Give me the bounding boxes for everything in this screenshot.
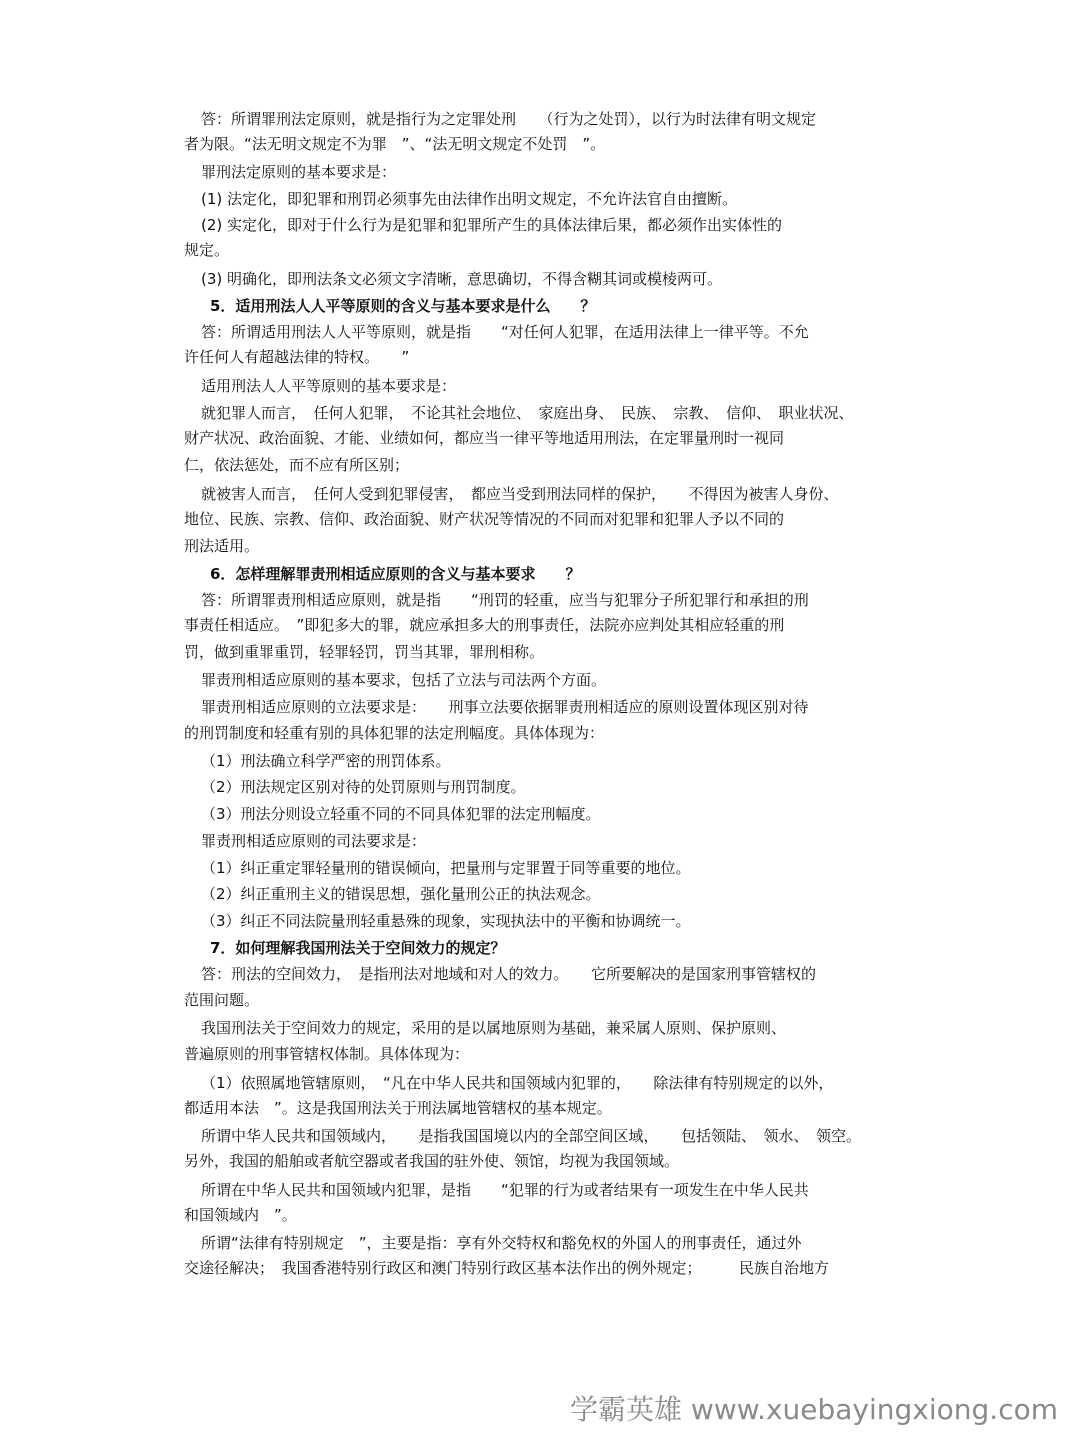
- answer-line: 答：所谓罪责刑相适应原则，就是指 “刑罚的轻重，应当与犯罪分子所犯罪行和承担的刑: [201, 591, 809, 609]
- answer-line: 答：所谓适用刑法人人平等原则，就是指 “对任何人犯罪，在适用法律上一律平等。不允: [201, 323, 809, 341]
- answer-line: 范围问题。: [184, 991, 260, 1009]
- list-item: 都适用本法 ”。这是我国刑法关于刑法属地管辖权的基本规定。: [184, 1099, 612, 1117]
- paragraph-line: 就被害人而言， 任何人受到犯罪侵害， 都应当受到刑法同样的保护， 不得因为被害人身份、: [201, 485, 839, 503]
- paragraph-line: 和国领域内 ”。: [184, 1206, 297, 1224]
- paragraph-line: 我国刑法关于空间效力的规定，采用的是以属地原则为基础，兼采属人原则、保护原则、: [201, 1019, 787, 1037]
- answer-line: 答：所谓罪刑法定原则，就是指行为之定罪处刑 （行为之处罚），以行为时法律有明文规定: [201, 110, 817, 128]
- paragraph-line: 就犯罪人而言， 任何人犯罪， 不论其社会地位、 家庭出身、 民族、 宗教、 信仰、 职业状况、: [201, 404, 854, 422]
- list-item: (2) 实定化，即对于什么行为是犯罪和犯罪所产生的具体法律后果，都必须作出实体性的: [201, 216, 783, 234]
- list-item: （2）刑法规定区别对待的处罚原则与刑罚制度。: [201, 778, 526, 796]
- answer-line: 者为限。“法无明文规定不为罪 ”、“法无明文规定不处罚 ”。: [184, 135, 606, 153]
- paragraph-line: 罪责刑相适应原则的立法要求是： 刑事立法要依据罪责刑相适应的原则设置体现区别对待: [201, 698, 809, 716]
- paragraph-line: 地位、民族、宗教、信仰、政治面貌、财产状况等情况的不同而对犯罪和犯罪人予以不同的: [184, 510, 785, 528]
- paragraph-line: 所谓中华人民共和国领域内， 是指我国国境以内的全部空间区域， 包括领陆、 领水、 领空。: [201, 1127, 862, 1145]
- paragraph-line: 的刑罚制度和轻重有别的具体犯罪的法定刑幅度。具体体现为：: [184, 724, 605, 742]
- question-heading: 6．怎样理解罪责刑相适应原则的含义与基本要求 ？: [210, 565, 581, 583]
- paragraph-line: 罪责刑相适应原则的基本要求，包括了立法与司法两个方面。: [201, 671, 607, 689]
- question-heading: 7．如何理解我国刑法关于空间效力的规定？: [210, 939, 506, 957]
- list-item: （1）刑法确立科学严密的刑罚体系。: [201, 752, 451, 770]
- answer-line: 答：刑法的空间效力， 是指刑法对地域和对人的效力。 它所要解决的是国家刑事管辖权的: [201, 965, 817, 983]
- watermark: 学霸英雄 www.xuebayingxiong.com: [570, 1393, 1058, 1426]
- list-item: 规定。: [184, 241, 230, 259]
- answer-line: 许任何人有超越法律的特权。 ”: [184, 348, 410, 366]
- list-item: （3）纠正不同法院量刑轻重悬殊的现象，实现执法中的平衡和协调统一。: [201, 912, 691, 930]
- list-item: (3) 明确化，即刑法条文必须文字清晰，意思确切，不得含糊其词或模棱两可。: [201, 270, 723, 288]
- paragraph-line: 财产状况、政治面貌、才能、业绩如何，都应当一律平等地适用刑法，在定罪量刑时一视同: [184, 429, 785, 447]
- list-item: （2）纠正重刑主义的错误思想，强化量刑公正的执法观念。: [201, 885, 601, 903]
- list-item: （3）刑法分则设立轻重不同的不同具体犯罪的法定刑幅度。: [201, 805, 601, 823]
- paragraph-line: 罪刑法定原则的基本要求是：: [201, 163, 397, 181]
- answer-line: 罚，做到重罪重罚，轻罪轻罚，罚当其罪，罪刑相称。: [184, 643, 545, 661]
- list-item: (1) 法定化，即犯罪和刑罚必须事先由法律作出明文规定，不允许法官自由擅断。: [201, 190, 738, 208]
- paragraph-line: 所谓“法律有特别规定 ”，主要是指：享有外交特权和豁免权的外国人的刑事责任，通过外: [201, 1234, 802, 1252]
- paragraph-line: 交途径解决； 我国香港特别行政区和澳门特别行政区基本法作出的例外规定； 民族自治地方: [184, 1259, 830, 1277]
- question-heading: 5．适用刑法人人平等原则的含义与基本要求是什么 ？: [210, 297, 596, 315]
- paragraph-line: 罪责刑相适应原则的司法要求是：: [201, 832, 427, 850]
- list-item: （1）依照属地管辖原则， “凡在中华人民共和国领域内犯罪的， 除法律有特别规定的以外，: [201, 1074, 834, 1092]
- paragraph-line: 仁，依法惩处，而不应有所区别；: [184, 456, 410, 474]
- paragraph-line: 普遍原则的刑事管辖权体制。具体体现为：: [184, 1045, 470, 1063]
- paragraph-line: 刑法适用。: [184, 537, 260, 555]
- paragraph-line: 适用刑法人人平等原则的基本要求是：: [201, 377, 457, 395]
- paragraph-line: 另外，我国的船舶或者航空器或者我国的驻外使、领馆，均视为我国领域。: [184, 1152, 680, 1170]
- list-item: （1）纠正重定罪轻量刑的错误倾向，把量刑与定罪置于同等重要的地位。: [201, 859, 691, 877]
- answer-line: 事责任相适应。 ”即犯多大的罪，就应承担多大的刑事责任，法院亦应判处其相应轻重的刑: [184, 616, 785, 634]
- paragraph-line: 所谓在中华人民共和国领域内犯罪，是指 “犯罪的行为或者结果有一项发生在中华人民共: [201, 1181, 809, 1199]
